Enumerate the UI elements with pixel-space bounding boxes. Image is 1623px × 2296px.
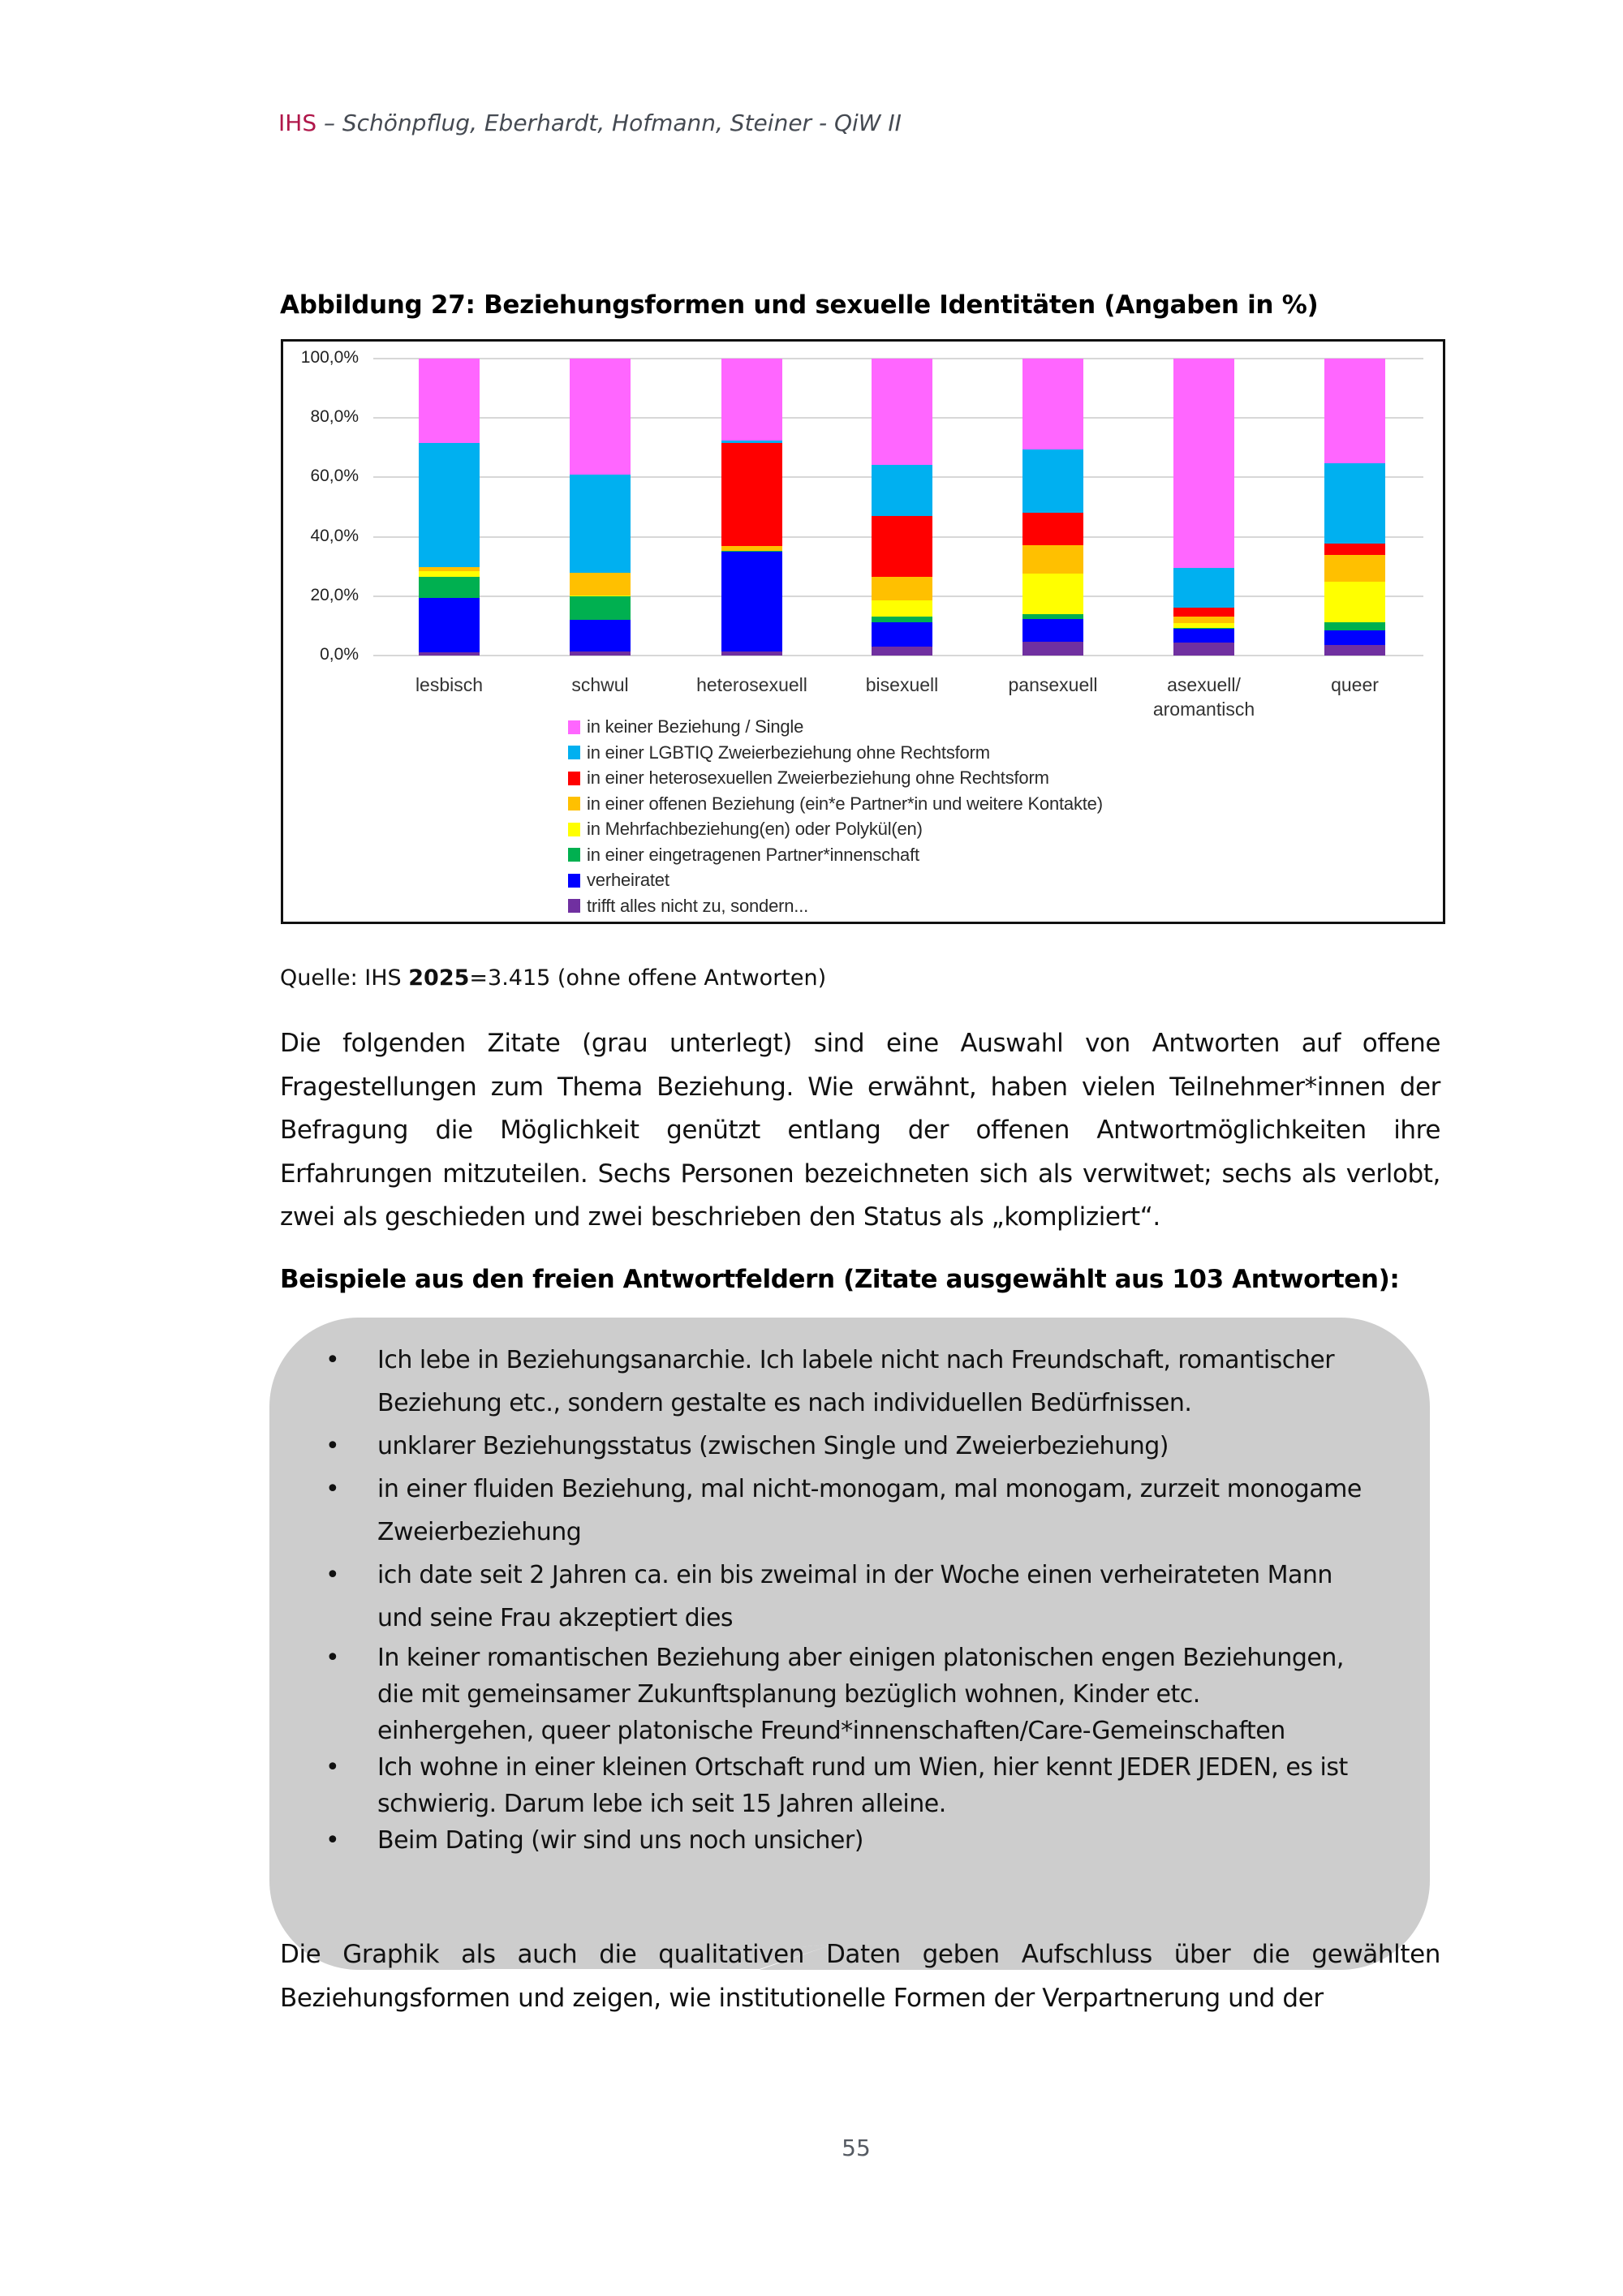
x-axis-category-label: bisexuell (865, 674, 939, 695)
quote-line: Ich wohne in einer kleinen Ortschaft rund um Wien, hier kennt JEDER JEDEN, es ist (377, 1753, 1348, 1782)
quote-line: einhergehen, queer platonische Freund*innenschaften/Care-Gemeinschaften (377, 1717, 1285, 1745)
quote-line: die mit gemeinsamer Zukunftsplanung bezüglich wohnen, Kinder etc. (377, 1680, 1200, 1709)
y-axis-tick-label: 20,0% (310, 585, 359, 604)
quote-list (321, 1339, 1449, 1859)
y-axis-tick-label: 40,0% (310, 526, 359, 545)
quotes-heading: Beispiele aus den freien Antwortfeldern (Zitate ausgewählt aus 103 Antworten): (280, 1265, 1400, 1294)
x-axis-category-label: heterosexuell (696, 674, 807, 695)
source-suffix: =3.415 (ohne offene Antworten) (469, 965, 827, 991)
x-axis-category-label: pansexuell (1008, 674, 1098, 695)
quote-line: unklarer Beziehungsstatus (zwischen Single und Zweierbeziehung) (377, 1432, 1169, 1460)
quote-item (321, 1554, 1449, 1640)
y-axis-tick-label: 100,0% (300, 348, 359, 367)
x-axis-category-label: asexuell/ aromantisch (1152, 674, 1255, 720)
quote-line: Beziehung etc., sondern gestalte es nach individuellen Bedürfnissen. (377, 1389, 1192, 1417)
legend-label: trifft alles nicht zu, sondern... (587, 895, 809, 916)
quote-item (321, 1339, 1449, 1425)
quote-line: und seine Frau akzeptiert dies (377, 1604, 734, 1632)
legend-label: in einer offenen Beziehung (ein*e Partner*in und weitere Kontakte) (587, 793, 1103, 814)
bullet-icon: • (325, 1346, 340, 1374)
closing-paragraph: Die Graphik als auch die qualitativen Daten geben Aufschluss über die gewählten Beziehungsformen und zeigen, wie institutionelle Formen der Verpartnerung und der (280, 1940, 1440, 2013)
quote-line: Zweierbeziehung (377, 1518, 582, 1546)
figure-title: Abbildung 27: Beziehungsformen und sexuelle Identitäten (Angaben in %) (280, 290, 1319, 320)
y-axis-tick-label: 0,0% (320, 645, 359, 664)
quote-line: schwierig. Darum lebe ich seit 15 Jahren alleine. (377, 1790, 946, 1818)
header-brand: IHS (278, 110, 317, 136)
quote-item (321, 1425, 1449, 1468)
source-prefix: Quelle: IHS (280, 965, 409, 991)
legend-label: in keiner Beziehung / Single (587, 716, 804, 737)
quote-line: ich date seit 2 Jahren ca. ein bis zweimal in der Woche einen verheirateten Mann (377, 1561, 1332, 1589)
quote-line: In keiner romantischen Beziehung aber einigen platonischen engen Beziehungen, (377, 1644, 1344, 1672)
quote-line: Beim Dating (wir sind uns noch unsicher) (377, 1826, 863, 1855)
bullet-icon: • (325, 1475, 340, 1503)
y-axis-tick-label: 80,0% (310, 407, 359, 427)
quote-item (321, 1749, 1449, 1822)
source-year: 2025 (408, 965, 470, 991)
legend-label: in einer LGBTIQ Zweierbeziehung ohne Rechtsform (587, 742, 990, 763)
quote-line: in einer fluiden Beziehung, mal nicht-monogam, mal monogam, zurzeit monogame (377, 1475, 1362, 1503)
quote-item (321, 1468, 1449, 1554)
bullet-icon: • (325, 1826, 340, 1855)
bullet-icon: • (325, 1561, 340, 1589)
legend-label: in einer heterosexuellen Zweierbeziehung ohne Rechtsform (587, 767, 1049, 788)
quote-line: Ich lebe in Beziehungsanarchie. Ich labele nicht nach Freundschaft, romantischer (377, 1346, 1335, 1374)
legend-label: verheiratet (587, 870, 669, 890)
quote-item (321, 1640, 1449, 1749)
x-axis-category-label: queer (1331, 674, 1379, 695)
bullet-icon: • (325, 1644, 340, 1672)
legend-label: in einer eingetragenen Partner*innenschaft (587, 844, 919, 865)
x-axis-category-label: schwul (571, 674, 629, 695)
legend-label: in Mehrfachbeziehung(en) oder Polykül(en) (587, 819, 923, 839)
intro-paragraph: Die folgenden Zitate (grau unterlegt) sind eine Auswahl von Antworten auf offene Fragestellungen zum Thema Beziehung. Wie erwähnt, haben vielen Teilnehmer*innen der Befragung die Möglichkeit genützt entlang der offenen Antwortmöglichkeiten ihre Erfahrungen mitzuteilen. Sechs Personen bezeichneten sich als verwitwet; sechs als verlobt, zwei als geschieden und zwei beschrieben den Status als „kompliziert“. (280, 1029, 1440, 1232)
quote-item (321, 1822, 1449, 1859)
bullet-icon: • (325, 1753, 340, 1782)
bullet-icon: • (325, 1432, 340, 1460)
header-authors: – Schönpflug, Eberhardt, Hofmann, Steiner - QiW II (316, 110, 902, 136)
x-axis-category-label: lesbisch (415, 674, 484, 695)
y-axis-tick-label: 60,0% (310, 467, 359, 486)
page-number: 55 (842, 2135, 871, 2161)
